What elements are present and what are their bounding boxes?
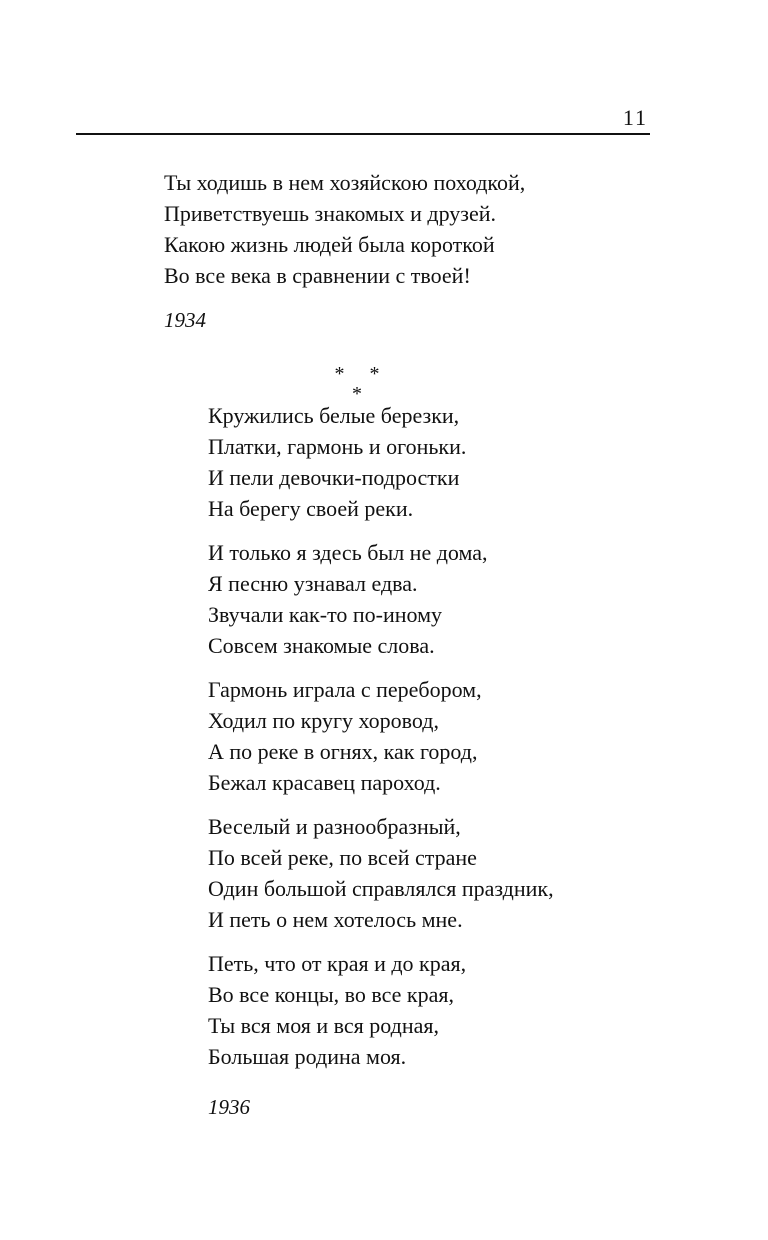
poem-line: Во все концы, во все края, <box>208 982 454 1007</box>
poem-2-stanza-2 <box>208 537 488 661</box>
poem-line: Ты вся моя и вся родная, <box>208 1013 440 1038</box>
poem-line: На берегу своей реки. <box>208 496 414 521</box>
section-separator: * * * <box>334 363 390 405</box>
poem-line: Приветствуешь знакомых и друзей. <box>164 201 497 226</box>
poem-line: Звучали как-то по-иному <box>208 602 443 627</box>
poem-line: Кружились белые березки, <box>208 403 460 428</box>
poem-line: Ты ходишь в нем хозяйскою походкой, <box>164 170 526 195</box>
poem-line: Во все века в сравнении с твоей! <box>164 263 471 288</box>
poem-line: И только я здесь был не дома, <box>208 540 488 565</box>
poem-line: Один большой справлялся праздник, <box>208 876 554 901</box>
poem-2-stanza-5 <box>208 948 466 1072</box>
poem-line: По всей реке, по всей стране <box>208 845 477 870</box>
poem-1-stanza <box>164 167 525 291</box>
poem-line: Платки, гармонь и огоньки. <box>208 434 467 459</box>
poem-line: Совсем знакомые слова. <box>208 633 435 658</box>
poem-line: И пели девочки-подростки <box>208 465 460 490</box>
poem-line: Гармонь играла с перебором, <box>208 677 482 702</box>
poem-line: Бежал красавец пароход. <box>208 770 441 795</box>
poem-2-stanza-4 <box>208 811 554 935</box>
poem-line: А по реке в огнях, как город, <box>208 739 478 764</box>
poem-2-stanza-1 <box>208 400 466 524</box>
header-rule <box>76 133 650 135</box>
poem-1-date: 1934 <box>164 308 206 332</box>
poem-2-date: 1936 <box>208 1095 250 1119</box>
poem-line: Веселый и разнообразный, <box>208 814 461 839</box>
poem-line: И петь о нем хотелось мне. <box>208 907 463 932</box>
poem-line: Петь, что от края и до края, <box>208 951 467 976</box>
poem-line: Ходил по кругу хоровод, <box>208 708 439 733</box>
page-number: 11 <box>622 105 648 130</box>
poem-line: Я песню узнавал едва. <box>208 571 418 596</box>
poem-line: Какою жизнь людей была короткой <box>164 232 495 257</box>
poem-2-stanza-3 <box>208 674 482 798</box>
poem-line: Большая родина моя. <box>208 1044 407 1069</box>
